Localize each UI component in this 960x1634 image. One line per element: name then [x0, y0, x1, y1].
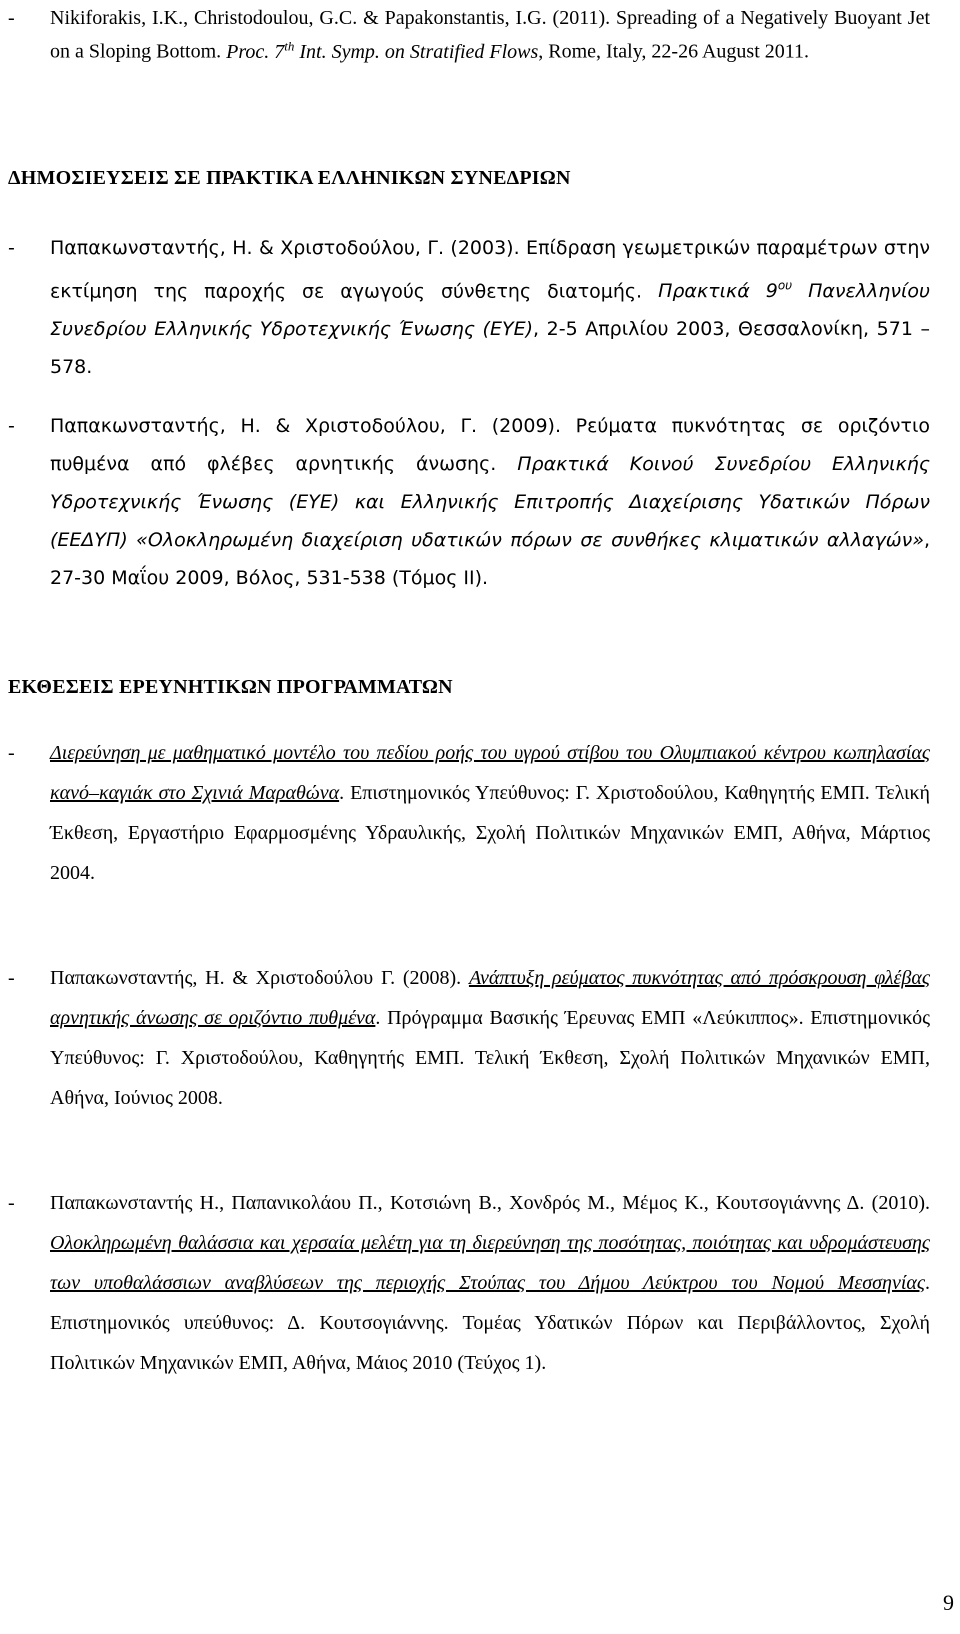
reference-text [50, 4, 930, 66]
list-dash: - [8, 237, 15, 259]
ordinal-suffix: th [284, 38, 295, 53]
reference-proceedings: Proc. 7th Int. Symp. on Stratified Flows [226, 38, 539, 63]
reference-entry [8, 1183, 930, 1383]
reference-authors: Nikiforakis, I.K., Christodoulou, G.C. & Papakonstantis, I.G. (2011). Spreading of a Negatively Buoyant Jet on a Sloping Bottom. [50, 7, 930, 63]
list-dash: - [8, 7, 15, 29]
list-dash: - [8, 967, 15, 989]
list-dash: - [8, 742, 15, 764]
reference-text: Παπακωνσταντής Η., Παπανικολάου Π., Κοτσιώνη Β., Χονδρός Μ., Μέμος Κ., Κουτσογιάννης Δ. (2010). Ολοκληρωμένη θαλάσσια και χερσαία μελέτη για τη διερεύνηση της ποσότητας, ποιότητας και υδρομάστευσης των υποθαλάσσιων αναβλύσεων της περιοχής Στούπας του Δήμου Λεύκτρου του Νομού Μεσσηνίας. Επιστημονικός υπεύθυνος: Δ. Κουτσογιάννης. Τομέας Υδατικών Πόρων και Περιβάλλοντος, Σχολή Πολιτικών Μηχανικών ΕΜΠ, Αθήνα, Μάιος 2010 (Τεύχος 1). [50, 1192, 930, 1374]
reference-entry [8, 407, 930, 597]
section-heading-research-reports: ΕΚΘΕΣΕΙΣ ΕΡΕΥΝΗΤΙΚΩΝ ΠΡΟΓΡΑΜΜΑΤΩΝ [8, 676, 453, 698]
report-title: Διερεύνηση με μαθηματικό μοντέλο του πεδίου ροής του υγρού στίβου του Ολυμπιακού κέντρου κωπηλασίας κανό–καγιάκ στο Σχινιά Μαραθώνα [50, 742, 930, 804]
reference-text: Παπακωνσταντής, Η. & Χριστοδούλου Γ. (2008). Ανάπτυξη ρεύματος πυκνότητας από πρόσκρουση φλέβας αρνητικής άνωσης σε οριζόντιο πυθμένα. Πρόγραμμα Βασικής Έρευνας ΕΜΠ «Λεύκιππος». Επιστημονικός Υπεύθυνος: Γ. Χριστοδούλου, Καθηγητής ΕΜΠ. Τελική Έκθεση, Σχολή Πολιτικών Μηχανικών ΕΜΠ, Αθήνα, Ιούνιος 2008. [50, 967, 930, 1109]
reference-entry [8, 958, 930, 1118]
reference-details: , Rome, Italy, 22-26 August 2011. [538, 40, 810, 63]
reference-entry [8, 733, 930, 893]
reference-text: Παπακωνσταντής, Η. & Χριστοδούλου, Γ. (2009). Ρεύματα πυκνότητας σε οριζόντιο πυθμένα από φλέβες αρνητικής άνωσης. Πρακτικά Κοινού Συνεδρίου Ελληνικής Υδροτεχνικής Ένωσης (ΕΥΕ) και Ελληνικής Επιτροπής Διαχείρισης Υδατικών Πόρων (ΕΕΔΥΠ) «Ολοκληρωμένη διαχείριση υδατικών πόρων σε συνθήκες κλιματικών αλλαγών», 27-30 Μαΐου 2009, Βόλος, 531-538 (Τόμος ΙΙ). [50, 415, 930, 589]
reference-text: Παπακωνσταντής, Η. & Χριστοδούλου, Γ. (2003). Επίδραση γεωμετρικών παραμέτρων στην εκτίμηση της παροχής σε αγωγούς σύνθετης διατομής. Πρακτικά $9^{o\upsilon}$ Πανελληνίου Συνεδρίου Ελληνικής Υδροτεχνικής Ένωσης (ΕΥΕ), 2-5 Απριλίου 2003, Θεσσαλονίκη, 571 – 578. [50, 237, 930, 379]
section-heading-greek-conferences: ΔΗΜΟΣΙΕΥΣΕΙΣ ΣΕ ΠΡΑΚΤΙΚΑ ΕΛΛΗΝΙΚΩΝ ΣΥΝΕΔΡΙΩΝ [8, 167, 571, 189]
reference-text: Διερεύνηση με μαθηματικό μοντέλο του πεδίου ροής του υγρού στίβου του Ολυμπιακού κέντρου κωπηλασίας κανό–καγιάκ στο Σχινιά Μαραθώνα. Επιστημονικός Υπεύθυνος: Γ. Χριστοδούλου, Καθηγητής ΕΜΠ. Τελική Έκθεση, Εργαστήριο Εφαρμοσμένης Υδραυλικής, Σχολή Πολιτικών Μηχανικών ΕΜΠ, Αθήνα, Μάρτιος 2004. [50, 742, 930, 884]
report-title: Ολοκληρωμένη θαλάσσια και χερσαία μελέτη για τη διερεύνηση της ποσότητας, ποιότητας και υδρομάστευσης των υποθαλάσσιων αναβλύσεων της περιοχής Στούπας του Δήμου Λεύκτρου του Νομού Μεσσηνίας [50, 1232, 930, 1294]
reference-entry [8, 4, 930, 66]
reference-entry [8, 229, 930, 386]
list-dash: - [8, 1192, 15, 1214]
page-number: 9 [943, 1590, 954, 1615]
report-title: Ανάπτυξη ρεύματος πυκνότητας από πρόσκρουση φλέβας αρνητικής άνωσης σε οριζόντιο πυθμένα [50, 967, 930, 1029]
reference-proceedings: Πρακτικά Κοινού Συνεδρίου Ελληνικής Υδροτεχνικής Ένωσης (ΕΥΕ) και Ελληνικής Επιτροπής Διαχείρισης Υδατικών Πόρων (ΕΕΔΥΠ) «Ολοκληρωμένη διαχείριση υδατικών πόρων σε συνθήκες κλιματικών αλλαγών» [50, 453, 930, 551]
list-dash: - [8, 415, 15, 437]
ordinal-suffix: ου [777, 279, 793, 293]
reference-proceedings: Πρακτικά $9^{o\upsilon}$ Πανελληνίου Συνεδρίου Ελληνικής Υδροτεχνικής Ένωσης (ΕΥΕ) [50, 279, 930, 341]
